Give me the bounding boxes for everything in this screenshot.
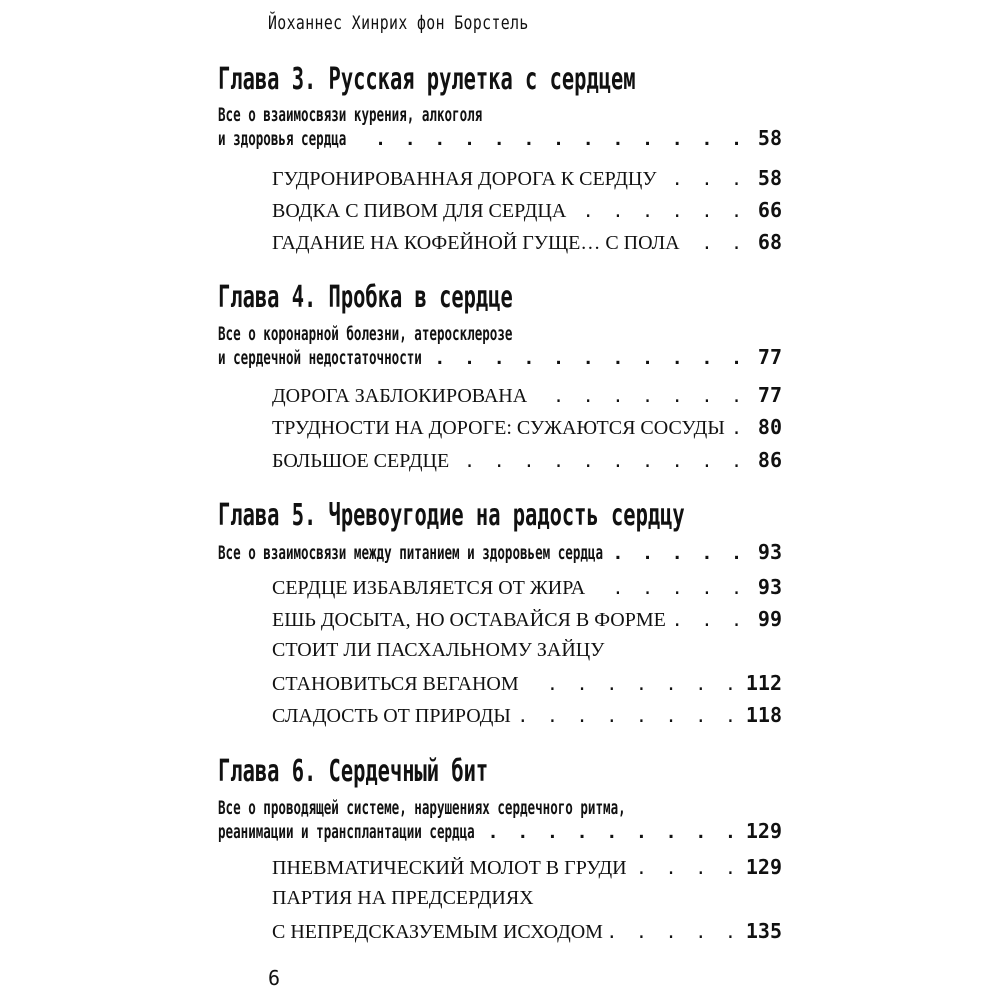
toc-entry-label: ДОРОГА ЗАБЛОКИРОВАНА <box>272 385 528 407</box>
toc-entry-page: 86 <box>757 448 782 472</box>
toc-entry-label: СТАНОВИТЬСЯ ВЕГАНОМ <box>272 673 519 695</box>
toc-entry <box>272 230 782 255</box>
chapter-5-description-line1: Все о взаимосвязи между питанием и здоровьем сердца <box>218 542 604 564</box>
leader-dots <box>609 543 746 564</box>
toc-entry-label: СЕРДЦЕ ИЗБАВЛЯЕТСЯ ОТ ЖИРА <box>272 577 586 599</box>
toc-entry-label: ПНЕВМАТИЧЕСКИЙ МОЛОТ В ГРУДИ <box>272 857 627 879</box>
chapter-5-description-entry <box>218 540 782 564</box>
leader-dots <box>533 386 746 407</box>
toc-entry <box>272 855 782 880</box>
toc-entry-page: 58 <box>757 166 782 190</box>
toc-entry-page: 68 <box>757 230 782 254</box>
toc-entry <box>272 198 782 223</box>
leader-dots <box>481 822 740 843</box>
toc-entry-label: ГУДРОНИРОВАННАЯ ДОРОГА К СЕРДЦУ <box>272 168 657 190</box>
chapter-3-description-line1: Все о взаимосвязи курения, алкоголя <box>218 104 483 126</box>
chapter-4-description-line1: Все о коронарной болезни, атеросклерозе <box>218 323 513 345</box>
toc-entry <box>272 415 782 440</box>
toc-entry-label-line1: СТОИТ ЛИ ПАСХАЛЬНОМУ ЗАЙЦУ <box>272 639 605 661</box>
leader-dots <box>609 922 740 943</box>
running-header-author: Йоханнес Хинрих фон Борстель <box>268 12 529 34</box>
chapter-5-title: Глава 5. Чревоугодие на радость сердцу <box>218 498 685 533</box>
toc-entry <box>272 607 782 632</box>
chapter-6-description-line2: реанимации и трансплантации сердца <box>218 821 475 843</box>
toc-entry-page: 77 <box>757 383 782 407</box>
chapter-5-page: 93 <box>757 540 782 564</box>
toc-entry-page: 66 <box>757 198 782 222</box>
toc-entry-page: 93 <box>757 575 782 599</box>
chapter-6-description-line1: Все о проводящей системе, нарушениях сердечного ритма, <box>218 797 626 819</box>
toc-entry-page: 99 <box>757 607 782 631</box>
page-number: 6 <box>268 966 281 990</box>
leader-dots <box>572 201 746 222</box>
leader-dots <box>591 578 746 599</box>
chapter-3-page: 58 <box>757 126 782 150</box>
toc-entry-label-line1: ПАРТИЯ НА ПРЕДСЕРДИЯХ <box>272 887 534 909</box>
leader-dots <box>455 451 746 472</box>
chapter-6-page: 129 <box>745 819 782 843</box>
chapter-6-title: Глава 6. Сердечный бит <box>218 754 489 789</box>
toc-entry-label: БОЛЬШОЕ СЕРДЦЕ <box>272 450 450 472</box>
toc-entry <box>272 671 782 696</box>
leader-dots <box>663 169 746 190</box>
chapter-4-title: Глава 4. Пробка в сердце <box>218 280 513 315</box>
chapter-3-description-line2: и здоровья сердца <box>218 128 347 150</box>
chapter-6-description-entry <box>218 819 782 843</box>
chapter-4-description-entry <box>218 345 782 369</box>
leader-dots <box>428 348 746 369</box>
toc-entry-label: ТРУДНОСТИ НА ДОРОГЕ: СУЖАЮТСЯ СОСУДЫ <box>272 417 725 439</box>
chapter-4-page: 77 <box>757 345 782 369</box>
toc-entry-label: ВОДКА С ПИВОМ ДЛЯ СЕРДЦА <box>272 200 567 222</box>
toc-entry-page: 80 <box>757 415 782 439</box>
toc-entry <box>272 166 782 191</box>
toc-entry <box>272 919 782 944</box>
toc-entry-label: ГАДАНИЕ НА КОФЕЙНОЙ ГУЩЕ… С ПОЛА <box>272 232 680 254</box>
chapter-3-title: Глава 3. Русская рулетка с сердцем <box>218 62 636 97</box>
leader-dots <box>517 706 740 727</box>
toc-entry-label: С НЕПРЕДСКАЗУЕМЫМ ИСХОДОМ <box>272 921 603 943</box>
leader-dots <box>353 129 746 150</box>
chapter-4-description-line2: и сердечной недостаточности <box>218 347 422 369</box>
toc-entry <box>272 575 782 600</box>
toc-entry-label: ЕШЬ ДОСЫТА, НО ОСТАВАЙСЯ В ФОРМЕ <box>272 609 666 631</box>
leader-dots <box>525 674 740 695</box>
toc-entry-page: 112 <box>745 671 782 695</box>
toc-entry <box>272 448 782 473</box>
toc-entry-page: 129 <box>745 855 782 879</box>
leader-dots <box>686 233 746 254</box>
leader-dots <box>633 858 740 879</box>
toc-entry <box>272 383 782 408</box>
toc-entry <box>272 703 782 728</box>
chapter-3-description-entry <box>218 126 782 150</box>
toc-entry-label: СЛАДОСТЬ ОТ ПРИРОДЫ <box>272 705 511 727</box>
leader-dots <box>672 610 746 631</box>
toc-entry-page: 135 <box>745 919 782 943</box>
toc-entry-page: 118 <box>745 703 782 727</box>
leader-dots <box>731 418 746 439</box>
